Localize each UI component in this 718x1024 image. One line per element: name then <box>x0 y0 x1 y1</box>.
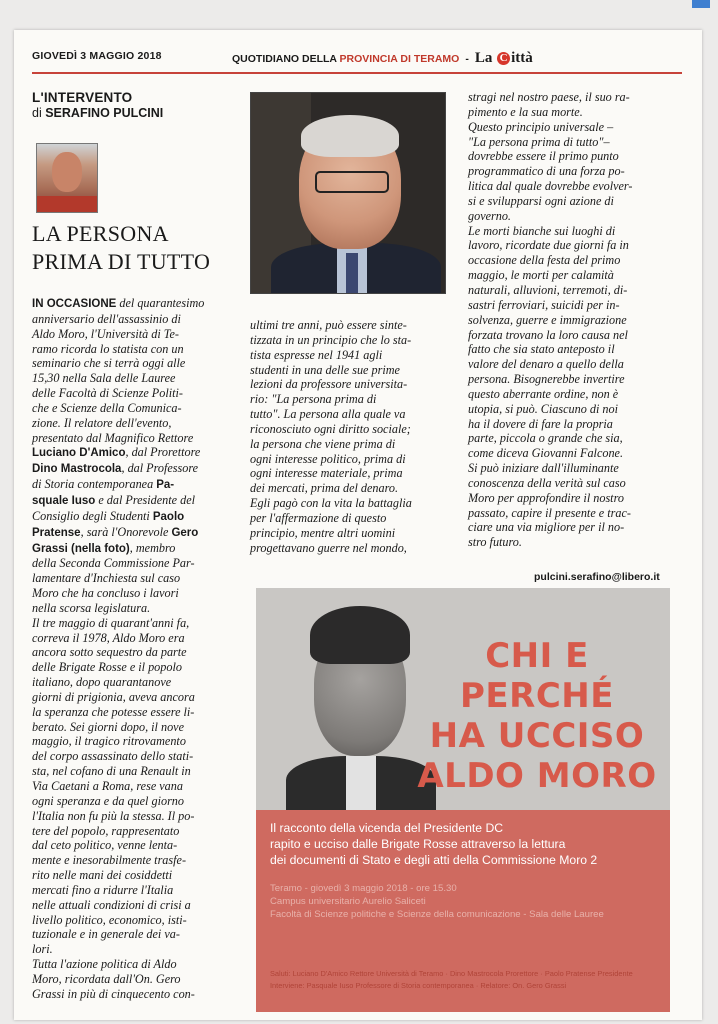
column-1-line <box>32 972 262 987</box>
column-2-line: progettavano guerre nel mondo, <box>250 540 407 555</box>
column-1-line <box>32 764 262 779</box>
text-segment: Moro che ha concluso i lavori <box>32 586 179 601</box>
column-1-line <box>32 631 262 646</box>
page-header <box>32 46 682 66</box>
author-face <box>52 152 82 192</box>
column-3-line: forzata trovano la loro causa nel <box>468 327 628 342</box>
bold-name: squale Iuso <box>32 494 96 507</box>
author-shirt <box>37 196 97 212</box>
poster-headline-line-2: HA UCCISO <box>429 716 645 756</box>
header-date: GIOVEDÌ 3 MAGGIO 2018 <box>32 50 162 62</box>
text-segment: 15,30 nella Sala delle Lauree <box>32 371 176 386</box>
column-3-line: lavoro, ricordate due giorni fa in <box>468 238 629 253</box>
title-line-2: PRIMA DI TUTTO <box>32 249 211 274</box>
text-segment: presentato dal Magnifico Rettore <box>32 430 194 445</box>
text-segment: tere del popolo, rappresentato <box>32 823 180 838</box>
column-3-line: utopia, si può. Ciascuno di noi <box>468 401 618 416</box>
column-1-line <box>32 660 262 675</box>
column-1-line <box>32 616 262 631</box>
text-segment: dal ceto politico, venne lenta- <box>32 838 178 853</box>
text-segment: italiano, dopo quarantanove <box>32 675 172 690</box>
text-segment: Tutta l'azione politica di Aldo <box>32 957 177 972</box>
column-1-line <box>32 493 262 509</box>
bold-name: Grassi (nella foto) <box>32 542 130 555</box>
text-segment: di Storia contemporanea <box>32 477 157 492</box>
text-segment: mente e inesorabilmente trasfe- <box>32 853 186 868</box>
poster-description-line: rapito e ucciso dalle Brigate Rosse attraverso la lettura <box>270 837 566 852</box>
text-segment: lori. <box>32 942 53 957</box>
column-1-line <box>32 824 262 839</box>
column-1-line <box>32 461 262 477</box>
column-2-line: lezioni da professore universita- <box>250 377 408 392</box>
gero-grassi-photo <box>250 92 446 294</box>
column-1-line <box>32 541 262 557</box>
column-1-line <box>32 645 262 660</box>
column-1-line <box>32 525 262 541</box>
poster-event-line: Facoltà di Scienze politiche e Scienze della comunicazione - Sala delle Lauree <box>270 909 604 920</box>
text-segment: , dal Professore <box>121 461 199 476</box>
glasses-icon <box>315 171 389 193</box>
column-3-line: maggio, le morti per calamità <box>468 268 614 283</box>
column-3-line: conoscenza della verità sul caso <box>468 475 626 490</box>
column-3-line: questo aberrante ordine, non è <box>468 386 619 401</box>
column-1-line <box>32 431 262 446</box>
column-1-line <box>32 853 262 868</box>
text-segment: mercati fino a ridurre l'Italia <box>32 882 174 897</box>
column-2-line: tista espresse nel 1941 agli <box>250 347 383 362</box>
column-1-line <box>32 312 262 327</box>
column-1-line <box>32 477 262 493</box>
poster-speakers <box>270 968 662 992</box>
column-1-line <box>32 386 262 401</box>
bold-name: Pratense <box>32 526 81 539</box>
text-segment: del corpo assassinato dello stati- <box>32 749 194 764</box>
column-3-line: "La persona prima di tutto"– <box>468 134 610 149</box>
column-1-line <box>32 705 262 720</box>
byline-prefix: di <box>32 106 42 120</box>
column-3-line: Si può iniziare dall'illuminante <box>468 461 619 476</box>
section-label: L'INTERVENTO <box>32 90 133 105</box>
column-3-line: parte, piccola o grande che sia, <box>468 431 623 446</box>
column-1-line <box>32 720 262 735</box>
text-segment: nelle attuali condizioni di crisi a <box>32 897 191 912</box>
text-segment: Via Caetani a Roma, rese vana <box>32 779 183 793</box>
text-segment: livello politico, economico, isti- <box>32 912 187 927</box>
text-segment: ancora sotto sequestro da parte <box>32 645 187 660</box>
text-segment: correva il 1978, Aldo Moro era <box>32 630 185 645</box>
column-1-line <box>32 509 262 525</box>
column-1-line <box>32 927 262 942</box>
column-1-line <box>32 371 262 386</box>
column-1-line <box>32 913 262 928</box>
column-3-line: pimento e la sua morte. <box>468 104 583 119</box>
masthead-province: PROVINCIA DI TERAMO <box>339 53 460 65</box>
column-3-line: Le morti bianche sui luoghi di <box>468 223 616 238</box>
text-segment: seminario che si terrà oggi alle <box>32 356 186 371</box>
text-segment: l'Italia non fu più la stessa. Il po- <box>32 808 195 823</box>
column-1-line <box>32 779 262 794</box>
author-name: SERAFINO PULCINI <box>45 106 164 120</box>
portrait-shirt <box>346 756 376 812</box>
column-1-line <box>32 571 262 586</box>
poster-event-info <box>270 882 662 921</box>
text-segment: lamentare d'Inchiesta sul caso <box>32 571 181 586</box>
column-2-line: la persona che viene prima di <box>250 436 396 451</box>
column-2-line: ogni interesse materiale, prima <box>250 466 403 481</box>
masthead-logo <box>475 50 533 66</box>
column-1-line <box>32 809 262 824</box>
column-1-line <box>32 675 262 690</box>
column-1-line <box>32 734 262 749</box>
text-segment: giorni di prigionia, aveva ancora <box>32 689 195 704</box>
poster-event-line: Teramo - giovedì 3 maggio 2018 - ore 15.30 <box>270 883 457 894</box>
author-photo <box>36 143 98 213</box>
article-column-1 <box>32 296 262 1002</box>
column-3-line: valore del denaro a quello della <box>468 357 624 372</box>
masthead-separator: - <box>465 53 469 65</box>
column-1-line <box>32 327 262 342</box>
column-3-line: fatto che sia stato anteposto il <box>468 342 615 357</box>
column-2-line: principio, mentre altri uomini <box>250 525 396 540</box>
text-segment: , sarà l'Onorevole <box>80 524 172 539</box>
logo-rest: ittà <box>511 50 533 66</box>
header-rule <box>32 72 682 74</box>
column-3-line: stro futuro. <box>468 535 522 550</box>
text-segment: rito nelle mani dei cosiddetti <box>32 868 173 883</box>
bold-name: IN OCCASIONE <box>32 298 117 310</box>
column-3-line: Questo principio universale – <box>468 119 614 134</box>
masthead-prefix: QUOTIDIANO DELLA <box>232 53 340 65</box>
newspaper-page <box>14 30 702 1020</box>
text-segment: zione. Il relatore dell'evento, <box>32 415 172 430</box>
column-3-line: programmatico di una forza po- <box>468 164 625 179</box>
column-1-line <box>32 401 262 416</box>
bold-name: Dino Mastrocola <box>32 463 122 476</box>
text-segment: tuzionale e in generale dei va- <box>32 927 180 942</box>
bold-name: Gero <box>171 526 199 539</box>
text-segment: delle Brigate Rosse e il popolo <box>32 660 182 675</box>
byline <box>32 106 163 120</box>
text-segment: sta, nel cofano di una Renault in <box>32 764 191 779</box>
column-1-line <box>32 586 262 601</box>
column-3-line: ciare una via migliore per il no- <box>468 520 625 535</box>
text-segment: ramo ricorda lo statista con un <box>32 341 184 356</box>
column-3-line: Moro per approfondire il nostro <box>468 490 624 505</box>
poster-description <box>270 820 662 869</box>
column-3-line: solvenza, guerre e immigrazione <box>468 312 627 327</box>
text-segment: delle Facoltà di Scienze Politi- <box>32 386 183 401</box>
column-1-line <box>32 942 262 957</box>
text-segment: del quarantesimo <box>116 296 205 310</box>
text-segment: maggio, il tragico ritrovamento <box>32 734 186 749</box>
bold-name: Pa- <box>156 479 175 492</box>
logo-mark-icon: C <box>497 52 510 65</box>
article-title <box>32 220 252 276</box>
column-1-line <box>32 749 262 764</box>
text-segment: berato. Sei giorni dopo, il nove <box>32 719 184 734</box>
text-segment: , membro <box>129 540 176 555</box>
bold-name: Paolo <box>152 510 185 523</box>
article-column-3 <box>468 90 680 550</box>
column-2-line: rio: "La persona prima di <box>250 392 377 407</box>
column-1-line <box>32 868 262 883</box>
column-3-line: occasione della festa del primo <box>468 253 621 268</box>
column-1-line <box>32 690 262 705</box>
text-segment: Il tre maggio di quarant'anni fa, <box>32 615 190 630</box>
column-3-line: dovrebbe essere il primo punto <box>468 149 619 164</box>
column-3-line: persona. Bisognerebbe invertire <box>468 372 625 387</box>
portrait-hair <box>310 606 410 664</box>
bold-name: Luciano D'Amico <box>32 447 126 460</box>
column-1-line <box>32 601 262 616</box>
column-2-line: tutto". La persona alla quale va <box>250 407 406 422</box>
poster-description-line: Il racconto della vicenda del Presidente DC <box>270 821 504 835</box>
column-2-line: ogni interesse politico, prima di <box>250 451 406 466</box>
poster-headline-line-1: CHI E PERCHÉ <box>460 636 614 716</box>
column-3-line: governo. <box>468 208 511 223</box>
column-3-line: stragi nel nostro paese, il suo ra- <box>468 90 630 104</box>
text-segment: Consiglio degli Studenti <box>32 508 153 523</box>
text-segment: Aldo Moro, l'Università di Te- <box>32 326 179 341</box>
column-1-line <box>32 296 262 312</box>
text-segment: della Seconda Commissione Par- <box>32 556 195 571</box>
column-1-line <box>32 838 262 853</box>
column-1-line <box>32 883 262 898</box>
poster-event-line: Campus universitario Aurelio Saliceti <box>270 896 426 907</box>
column-3-line: ha il dovere di fare la propria <box>468 416 613 431</box>
column-3-line: litica dal quale dovrebbe evolver- <box>468 179 633 194</box>
column-1-line <box>32 987 262 1002</box>
header-masthead <box>232 50 533 67</box>
text-segment: , dal Prorettore <box>125 445 201 460</box>
text-segment: nella scorsa legislatura. <box>32 600 151 615</box>
column-1-line <box>32 794 262 809</box>
column-2-line: studenti in una delle sue prime <box>250 362 400 377</box>
column-2-line: riconosciuto ogni diritto sociale; <box>250 421 411 436</box>
author-email: pulcini.serafino@libero.it <box>534 571 660 583</box>
column-2-line: dei mercati, prima del denaro. <box>250 481 399 496</box>
poster-description-line: dei documenti di Stato e degli atti della Commissione Moro 2 <box>270 853 598 868</box>
text-segment: anniversario dell'assassinio di <box>32 311 181 326</box>
text-segment: ogni speranza e da quel giorno <box>32 793 184 808</box>
poster-headline-line-3: ALDO MORO <box>417 756 657 796</box>
text-segment: Moro, ricordata dall'On. Gero <box>32 971 181 986</box>
column-2-line: ultimi tre anni, può essere sinte- <box>250 318 407 332</box>
column-2-line: tizzata in un principio che lo sta- <box>250 332 412 347</box>
column-3-line: naturali, alluvioni, terremoti, di- <box>468 282 628 297</box>
column-2-line: Egli pagò con la vita la battaglia <box>250 496 412 511</box>
column-1-line <box>32 356 262 371</box>
column-2-line: per l'affermazione di questo <box>250 510 387 525</box>
photo-hair <box>301 115 399 157</box>
column-1-line <box>32 957 262 972</box>
column-3-line: passato, capire il presente e trac- <box>468 505 631 520</box>
column-1-line <box>32 556 262 571</box>
poster-headline <box>406 636 668 796</box>
column-1-line <box>32 898 262 913</box>
text-segment: la speranza che potesse essere li- <box>32 704 195 719</box>
column-1-line <box>32 342 262 357</box>
text-segment: che e Scienze della Comunica- <box>32 400 182 415</box>
poster-speakers-line: Saluti: Luciano D'Amico Rettore Università di Teramo · Dino Mastrocola Prorettore · Paolo Pratense Presidente <box>270 969 633 978</box>
column-3-line: si e svilupparsi ogni azione di <box>468 193 614 208</box>
column-1-line <box>32 445 262 461</box>
logo-la: La <box>474 50 493 66</box>
photo-tie <box>346 253 358 293</box>
column-3-line: come diceva Giovanni Falcone. <box>468 446 623 461</box>
poster-speakers-line: Interviene: Pasquale Iuso Professore di Storia contemporanea · Relatore: On. Gero Grassi <box>270 981 567 990</box>
text-segment: Grassi in più di cinquecento con- <box>32 986 195 1001</box>
text-segment: e dal Presidente del <box>95 492 196 507</box>
column-3-line: sastri ferroviari, suicidi per in- <box>468 297 620 312</box>
title-line-1: LA PERSONA <box>32 221 169 246</box>
event-poster <box>256 588 670 1012</box>
scan-corner-mark <box>692 0 710 8</box>
column-1-line <box>32 416 262 431</box>
article-column-2 <box>250 318 465 556</box>
